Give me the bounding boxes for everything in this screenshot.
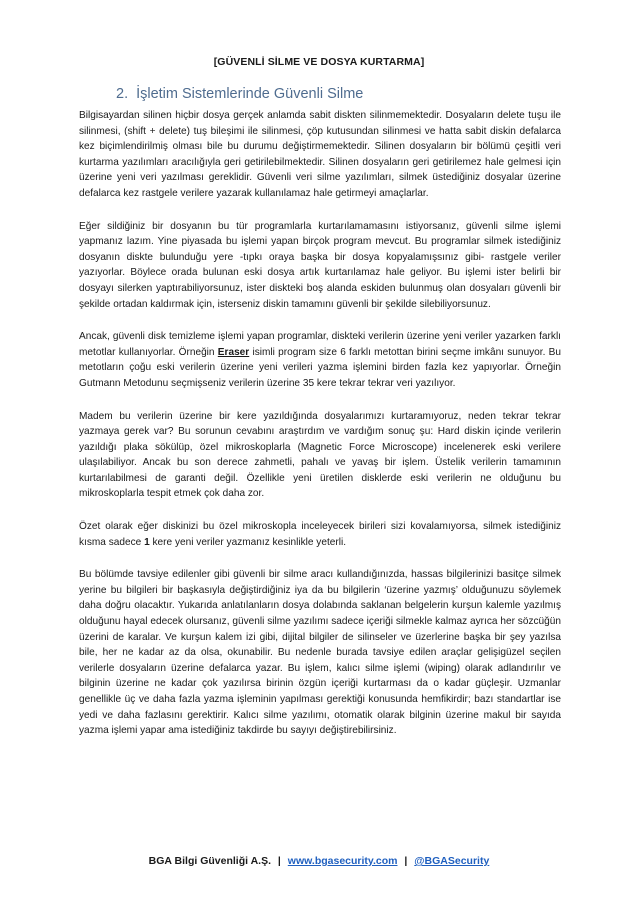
paragraph-5-bold-number: 1 [144,536,150,548]
footer-separator: | [277,855,281,867]
document-body [79,108,561,756]
section-title: İşletim Sistemlerinde Güvenli Silme [136,86,364,102]
paragraph-6: Bu bölümde tavsiye edilenler gibi güvenli bir silme aracı kullandığınızda, hassas bilgilerinizi basitçe silmek yerine bu bilgileri bir başkasıyla değiştirdiğiniz iya da bu bilgilerin ‘üzerine yazmış’ olduğunuzu söylemek daha doğru olacaktır. Yukarıda anlatılanların dosya dolabında saklanan belgelerin kurşun kalemle yazılmış olduğunu hayal edecek olursanız, güvenli silme yazılımı sadece içeriği silmekle kalmaz ayrıca her sözcüğün üzerini de karalar. Ve kurşun kalem izi gibi, dijital bilgiler de silinseler ve üzerlerine başka bir şey yazılsa bile, her ne kadar az da olsa, okunabilir. Bu nedenle burada tavsiye edilen araçlar gelişigüzel seçilen verilerle dosyaların üzerine defalarca yazar. Bu işlem, kalıcı silme işlemi (wiping) olarak adlandırılır ve bilginin üzerine ne kadar çok yazılırsa birinin özgün içeriği kurtarması da o kadar güçleşir. Uzmanlar genellikle üç ve daha fazla yazma işleminin yapılması gerektiği konusunda hemfikirdir; bazı standartlar ise yedi ve daha fazlasını gerektirir. Kalıcı silme yazılımı, otomatik olarak bilginin üzerine makul bir sayıda yazma işlemi yapar ama istediğiniz takdirde bu sayıyı değiştirebilirsiniz. [79,569,561,737]
footer-website-link[interactable]: www.bgasecurity.com [287,855,398,867]
paragraph-1: Bilgisayardan silinen hiçbir dosya gerçek anlamda sabit diskten silinmemektedir. Dosyaların delete tuşu ile silinmesi, (shift + delete) tuş bileşimi ile silinmesi, çöp kutusundan silinmesi ve hatta sabit diskin defalarca kez biçimlendirilmiş olması bile bu durumu değiştirmemektedir. Silinen dosyaların bir bölümü çeşitli veri kurtarma yazılımları aracılığıyla geri getirilebilmektedir. Silinen dosyaların geri getirilemez hale gelmesi için üzerine yeni veri yazılması gereklidir. Güvenli veri silme yazılımları, silmek üstediğiniz dosyalar üzerine defalarca kez rastgele verilere yazarak kullanılamaz hale getirmeyi amaçlarlar. [79,110,561,199]
paragraph-5 [79,519,561,550]
paragraph-3-text-start: Ancak, güvenli disk temizleme işlemi yapan programlar, diskteki verilerin üzerine yeni veriler yazarken farklı metotlar kullanıyorlar. Örneğin [79,331,561,358]
paragraph-2: Eğer sildiğiniz bir dosyanın bu tür programlarla kurtarılamamasını istiyorsanız, güvenli silme işlemi yapmanız lazım. Yine piyasada bu işlemi yapan birçok program mevcut. Bu programlar silmek istediğiniz dosyanın diskte bulunduğu yere -tıpkı oraya başka bir dosya kopyalamışsınız gibi- rastgele veriler yazıyorlar. Böylece orada bulunan eski dosya artık kurtarılamaz hale geliyor. Bu işlemi ister belirli bir dosyayı silerken yaptırabiliyorsunuz, ister diskteki boş alanda eskiden bulunmuş olan dosyaları güvenli bir şekilde ortadan kaldırmak için, isterseniz diskin tamamını güvenli bir şekilde silebiliyorsunuz. [79,220,561,310]
paragraph-4: Madem bu verilerin üzerine bir kere yazıldığında dosyalarımızı kurtaramıyoruz, neden tekrar tekrar yazmaya gerek var? Bu sorunun cevabını araştırdım ve vardığım sonuç şu: Hard diskin içinde verilerin yazıldığı plaka sökülüp, özel mikroskoplarla (Magnetic Force Microscope) incelenerek eski verilere ulaşılabiliyor. Ancak bu son derece zahmetli, pahalı ve yavaş bir işlem. Üstelik verilerin tamamının kurtarılabilmesi de garanti değil. Özellikle yeni üretilen disklerde eski verilerin ne olduğunu bu mikroskoplarla tespit etmek çok daha zor. [79,410,561,500]
paragraph-5-text-start: Özet olarak eğer diskinizi bu özel mikroskopla inceleyecek birileri sizi kovalamıyorsa, silmek istediğiniz kısma sadece [79,521,561,548]
footer-separator: | [404,855,408,867]
paragraph-5-text-end: kere yeni veriler yazmanız kesinlikle yeterli. [149,536,347,548]
section-heading [116,86,363,102]
paragraph-3 [79,329,561,391]
document-footer [0,855,638,867]
footer-company: BGA Bilgi Güvenliği A.Ş. [148,855,271,867]
document-header: [GÜVENLİ SİLME VE DOSYA KURTARMA] [213,56,425,68]
section-number: 2. [116,86,129,102]
footer-twitter-link[interactable]: @BGASecurity [414,855,490,867]
paragraph-3-text-end: isimli program size 6 farklı metottan birini seçme imkânı sunuyor. Bu metotların çoğu eski verilerin üzerine yeni verileri yazma işlemini birden fazla kez yapıyorlar. Örneğin Gutmann Metodunu seçmişseniz verilerin üzerine 35 kere tekrar tekrar veri yazılıyor. [79,346,561,389]
eraser-highlight: Eraser [217,346,250,358]
